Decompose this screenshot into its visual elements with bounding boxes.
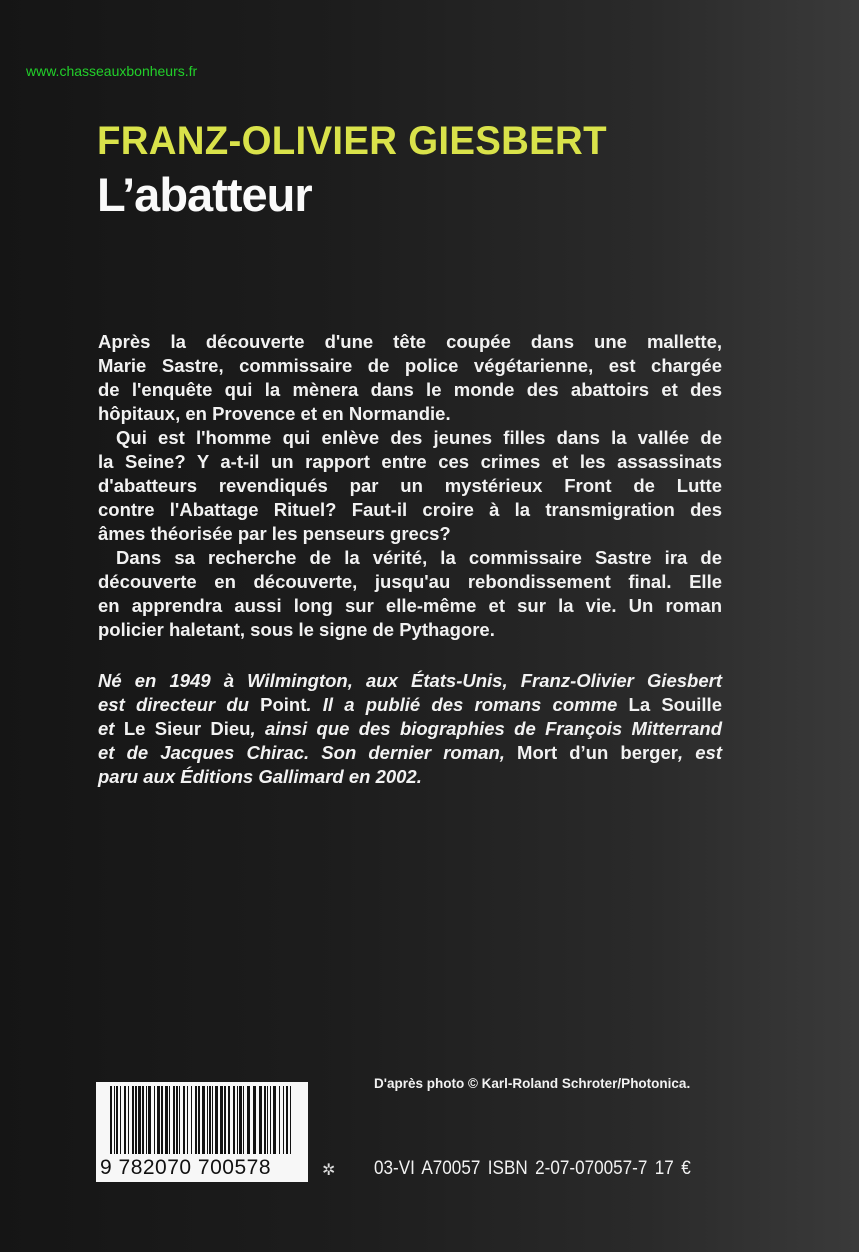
barcode-bar: [124, 1086, 126, 1154]
barcode-bar: [224, 1086, 226, 1154]
blurb-line: la Seine? Y a-t-il un rapport entre ces crimes et les assassinats: [98, 451, 722, 472]
blurb-line: d'abatteurs revendiqués par un mystérieux Front de Lutte: [98, 475, 722, 496]
barcode-bar: [132, 1086, 134, 1154]
barcode-bar: [135, 1086, 137, 1154]
barcode-bar: [154, 1086, 155, 1154]
barcode-bar: [283, 1086, 284, 1154]
bio-line: paru aux Éditions Gallimard en 2002.: [98, 766, 422, 787]
author-bio: [98, 669, 722, 789]
barcode-bar: [215, 1086, 218, 1154]
bio-line: et de Jacques Chirac. Son dernier roman, Mort d’un berger, est: [98, 742, 722, 763]
blurb-line: en apprendra aussi long sur elle-même et sur la vie. Un roman: [98, 595, 722, 616]
barcode-bar: [165, 1086, 168, 1154]
blurb-line: hôpitaux, en Provence et en Normandie.: [98, 403, 451, 424]
photo-credit: D'après photo © Karl-Roland Schroter/Photonica.: [374, 1076, 691, 1091]
barcode-bar: [267, 1086, 268, 1154]
barcode-bars: [110, 1086, 295, 1154]
barcode-bar: [120, 1086, 121, 1154]
blurb-line: âmes théorisée par les penseurs grecs?: [98, 523, 451, 544]
barcode-bar: [290, 1086, 291, 1154]
author-name: FRANZ-OLIVIER GIESBERT: [97, 119, 607, 163]
barcode-bar: [187, 1086, 188, 1154]
barcode: [96, 1082, 308, 1182]
barcode-bar: [148, 1086, 151, 1154]
barcode-bar: [161, 1086, 163, 1154]
book-title: L’abatteur: [97, 168, 312, 221]
barcode-bar: [243, 1086, 244, 1154]
bio-line: et Le Sieur Dieu, ainsi que des biographies de François Mitterrand: [98, 718, 722, 739]
barcode-bar: [228, 1086, 230, 1154]
barcode-bar: [191, 1086, 192, 1154]
blurb-paragraph: [98, 546, 722, 642]
barcode-bar: [169, 1086, 170, 1154]
barcode-bar: [173, 1086, 175, 1154]
blurb: [98, 330, 722, 642]
barcode-bar: [239, 1086, 242, 1154]
barcode-bar: [128, 1086, 129, 1154]
barcode-bar: [237, 1086, 238, 1154]
barcode-bar: [212, 1086, 213, 1154]
barcode-bar: [253, 1086, 256, 1154]
blurb-line: policier haletant, sous le signe de Pythagore.: [98, 619, 495, 640]
barcode-bar: [247, 1086, 250, 1154]
blurb-line: Dans sa recherche de la vérité, la commissaire Sastre ira de: [116, 547, 722, 568]
barcode-number: 9 782070 700578: [100, 1156, 271, 1179]
barcode-bar: [270, 1086, 271, 1154]
blurb-line: Marie Sastre, commissaire de police végétarienne, est chargée: [98, 355, 722, 376]
bio-line: Né en 1949 à Wilmington, aux États-Unis, Franz-Olivier Giesbert: [98, 670, 722, 691]
barcode-bar: [198, 1086, 200, 1154]
blurb-line: contre l'Abattage Rituel? Faut-il croire à la transmigration des: [98, 499, 722, 520]
barcode-bar: [138, 1086, 141, 1154]
blurb-line: découverte en découverte, jusqu'au rebondissement final. Elle: [98, 571, 722, 592]
barcode-bar: [273, 1086, 276, 1154]
blurb-paragraph: [98, 426, 722, 546]
barcode-bar: [279, 1086, 280, 1154]
barcode-bar: [179, 1086, 180, 1154]
bio-line: est directeur du Point. Il a publié des romans comme La Souille: [98, 694, 722, 715]
barcode-bar: [146, 1086, 147, 1154]
barcode-bar: [195, 1086, 197, 1154]
barcode-bar: [233, 1086, 235, 1154]
blurb-paragraph: [98, 330, 722, 426]
barcode-bar: [157, 1086, 160, 1154]
barcode-bar: [116, 1086, 118, 1154]
watermark-url: www.chasseauxbonheurs.fr: [26, 63, 198, 79]
publisher-logo-icon: ✲: [322, 1162, 336, 1179]
barcode-bar: [220, 1086, 223, 1154]
blurb-line: Qui est l'homme qui enlève des jeunes filles dans la vallée de: [116, 427, 722, 448]
blurb-line: Après la découverte d'une tête coupée dans une mallette,: [98, 331, 722, 352]
barcode-bar: [183, 1086, 185, 1154]
barcode-bar: [202, 1086, 205, 1154]
isbn-price-line: 03-VI A70057 ISBN 2-07-070057-7 17 €: [374, 1158, 691, 1179]
barcode-bar: [259, 1086, 262, 1154]
barcode-bar: [176, 1086, 178, 1154]
barcode-bar: [286, 1086, 288, 1154]
barcode-bar: [207, 1086, 208, 1154]
blurb-line: de l'enquête qui la mènera dans le monde des abattoirs et des: [98, 379, 722, 400]
barcode-bar: [209, 1086, 211, 1154]
barcode-bar: [114, 1086, 115, 1154]
barcode-bar: [264, 1086, 266, 1154]
barcode-bar: [142, 1086, 144, 1154]
barcode-bar: [110, 1086, 112, 1154]
